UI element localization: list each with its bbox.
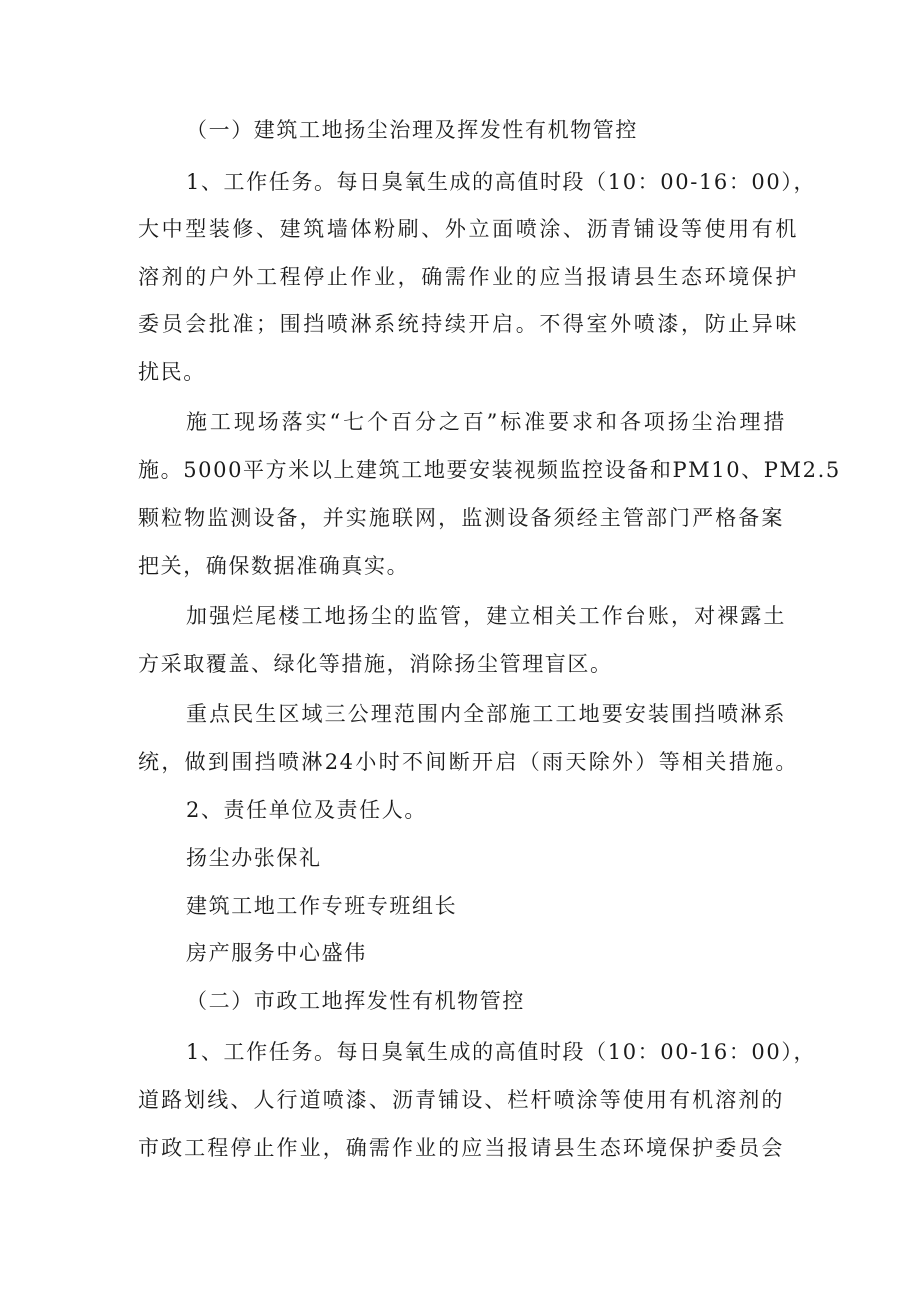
paragraph-line: 道路划线、人行道喷漆、沥青铺设、栏杆喷涂等使用有机溶剂的 — [138, 1088, 784, 1112]
paragraph-line: 重点民生区域三公理范围内全部施工工地要安装围挡喷淋系 — [186, 702, 786, 726]
paragraph-line: 颗粒物监测设备，并实施联网，监测设备须经主管部门严格备案 — [138, 506, 784, 530]
paragraph-line: 扰民。 — [138, 360, 206, 384]
paragraph-line: 委员会批准；围挡喷淋系统持续开启。不得室外喷漆，防止异味 — [138, 312, 798, 336]
paragraph-line: 大中型装修、建筑墙体粉刷、外立面喷涂、沥青铺设等使用有机 — [138, 217, 798, 241]
paragraph-line: 加强烂尾楼工地扬尘的监管，建立相关工作台账，对裸露土 — [186, 604, 786, 628]
paragraph-line: 市政工程停止作业，确需作业的应当报请县生态环境保护委员会 — [138, 1136, 784, 1160]
responsible-item: 房产服务中心盛伟 — [186, 941, 367, 965]
paragraph-line: 1、工作任务。每日臭氧生成的高值时段（10：00-16：00）， — [186, 1040, 817, 1064]
paragraph-line: 施。5000平方米以上建筑工地要安装视频监控设备和PM10、PM2.5 — [138, 458, 841, 482]
paragraph-line: 把关，确保数据准确真实。 — [138, 554, 410, 578]
section-heading-2: （二）市政工地挥发性有机物管控 — [186, 989, 525, 1013]
responsible-item: 扬尘办张保礼 — [186, 846, 322, 870]
section-heading-1: （一）建筑工地扬尘治理及挥发性有机物管控 — [186, 118, 638, 142]
paragraph-line: 溶剂的户外工程停止作业，确需作业的应当报请县生态环境保护 — [138, 265, 798, 289]
paragraph-line: 统，做到围挡喷淋24小时不间断开启（雨天除外）等相关措施。 — [138, 750, 798, 774]
subheading-responsibility: 2、责任单位及责任人。 — [186, 798, 427, 822]
paragraph-line: 方采取覆盖、绿化等措施，消除扬尘管理盲区。 — [138, 652, 613, 676]
paragraph-line: 1、工作任务。每日臭氧生成的高值时段（10：00-16：00）， — [186, 170, 817, 194]
paragraph-line: 施工现场落实“七个百分之百”标准要求和各项扬尘治理措 — [186, 410, 786, 434]
responsible-item: 建筑工地工作专班专班组长 — [186, 894, 458, 918]
